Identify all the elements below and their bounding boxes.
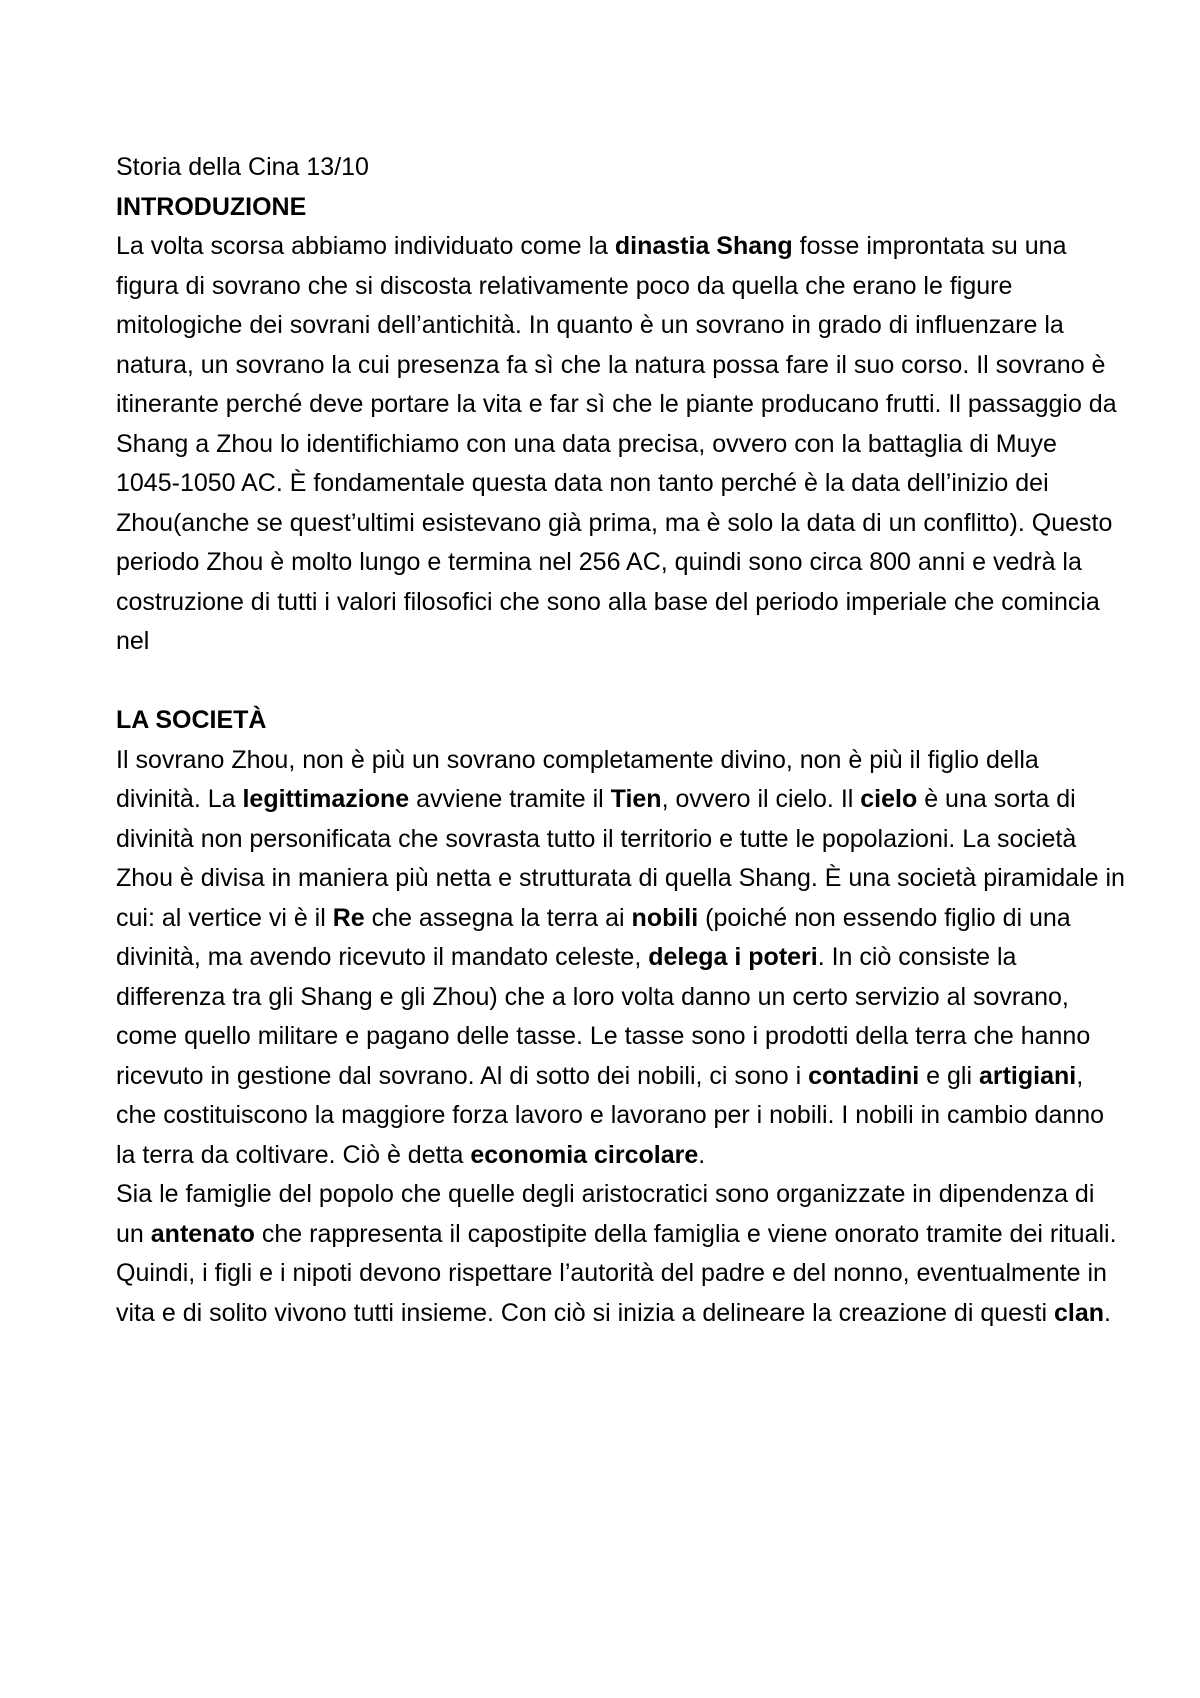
text-run: avviene tramite il [409,785,611,813]
section-heading: LA SOCIETÀ [116,706,267,734]
text-run: . In ciò consiste la differenza tra gli Shang e gli Zhou) che a loro volta danno un certo servizio al sovrano, come quello militare e pagano delle tasse. Le tasse sono i prodotti della terra che hanno ricevuto in gestione dal sovrano. Al di sotto dei nobili, ci sono i [116,943,1091,1090]
bold-term: delega i poteri [648,943,818,971]
bold-term: dinastia Shang [614,232,793,260]
text-run: e gli [919,1061,979,1090]
bold-term: legittimazione [242,785,410,813]
bold-term: contadini [808,1061,920,1090]
bold-term: nobili [631,903,699,932]
text-run: La volta scorsa abbiamo individuato come la [116,232,615,260]
text-run: (poiché non essendo figlio di una divinità, ma avendo ricevuto il mandato celeste, [116,903,1071,971]
bold-term: Re [332,903,365,932]
bold-term: clan [1054,1298,1105,1327]
text-run: . [698,1140,706,1169]
section-heading: INTRODUZIONE [116,192,307,221]
document-body [116,188,1126,1334]
bold-term: economia circolare [470,1140,699,1169]
section-spacer [116,662,1126,702]
bold-term: Tien [610,785,662,813]
paragraph [116,227,1126,662]
text-run: , ovvero il cielo. Il [661,785,861,813]
text-run: Il sovrano Zhou, non è più un sovrano completamente divino, non è più il figlio della divinità. La [116,745,1039,813]
text-run: è una sorta di divinità non personificata che sovrasta tutto il territorio e tutte le popolazioni. La società Zhou è divisa in maniera più netta e strutturata di quella Shang. È una società piramidale in cui: al vertice vi è il [116,785,1125,932]
document-page [116,148,1126,1333]
text-run: che rappresenta il capostipite della famiglia e viene onorato tramite dei rituali. Quindi, i figli e i nipoti devono rispettare l’autorità del padre e del nonno, eventualmente in vita e di solito vivono tutti insieme. Con ciò si inizia a delineare la creazione di questi [116,1219,1117,1327]
text-run: che assegna la terra ai [364,903,632,932]
bold-term: artigiani [978,1061,1077,1090]
bold-term: cielo [860,785,918,813]
text-run: . [1104,1298,1111,1327]
paragraph [116,1175,1126,1333]
text-run: , che costituiscono la maggiore forza lavoro e lavorano per i nobili. I nobili in cambio danno la terra da coltivare. Ciò è detta [116,1061,1105,1169]
paragraph [116,741,1126,1176]
text-run: Sia le famiglie del popolo che quelle degli aristocratici sono organizzate in dipendenza di un [116,1180,1095,1248]
text-run: fosse improntata su una figura di sovrano che si discosta relativamente poco da quella che erano le figure mitologiche dei sovrani dell’antichità. In quanto è un sovrano in grado di influenzare la natura, un sovrano la cui presenza fa sì che la natura possa fare il suo corso. Il sovrano è itinerante perché deve portare la vita e far sì che le piante producano frutti. Il passaggio da Shang a Zhou lo identifichiamo con una data precisa, ovvero con la battaglia di Muye 1045-1050 AC. È fondamentale questa data non tanto perché è la data dell’inizio dei Zhou(anche se quest’ultimi esistevano già prima, ma è solo la data di un conflitto). Questo periodo Zhou è molto lungo e termina nel 256 AC, quindi sono circa 800 anni e vedrà la costruzione di tutti i valori filosofici che sono alla base del periodo imperiale che comincia nel [116,232,1117,655]
document-title: Storia della Cina 13/10 [116,153,369,181]
bold-term: antenato [150,1219,255,1248]
